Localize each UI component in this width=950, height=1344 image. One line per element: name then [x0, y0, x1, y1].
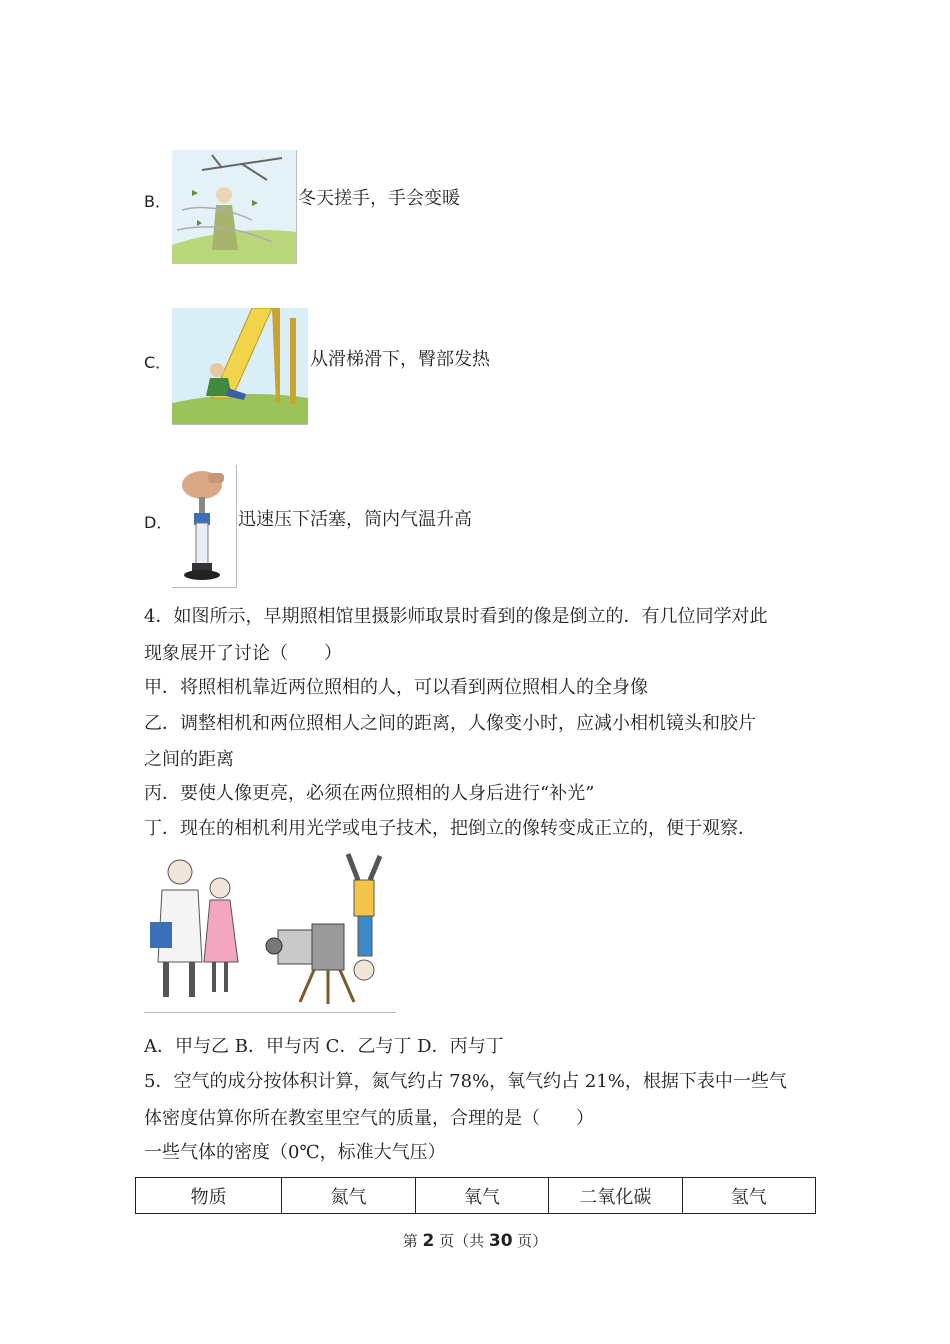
table-header-cell: 氢气	[682, 1178, 815, 1214]
child-on-slide-illustration	[172, 308, 308, 425]
person-in-wind-illustration	[172, 150, 297, 264]
footer-suffix: 页）	[512, 1232, 548, 1250]
q4-item-yi-cont: 之间的距离	[144, 749, 234, 770]
footer-prefix: 第	[402, 1232, 423, 1250]
gas-density-table	[135, 1177, 816, 1214]
option-c-letter: C．	[144, 353, 172, 372]
table-header-cell: 氮气	[282, 1178, 415, 1214]
q4-choices: A．甲与乙 B．甲与丙 C．乙与丁 D．丙与丁	[144, 1036, 504, 1057]
air-pump-piston-illustration	[172, 465, 237, 588]
table-header-row	[136, 1178, 816, 1214]
footer-middle: 页（共	[434, 1232, 489, 1250]
q4-item-yi: 乙．调整相机和两位照相人之间的距离，人像变小时，应减小相机镜头和胶片	[144, 713, 756, 734]
option-b-letter: B．	[144, 192, 171, 211]
table-header-cell: 物质	[136, 1178, 282, 1214]
page-footer	[0, 1230, 950, 1251]
table-header-cell: 氧气	[415, 1178, 548, 1214]
q4-item-jia: 甲．将照相机靠近两位照相的人，可以看到两位照相人的全身像	[144, 677, 648, 698]
camera-photographer-illustration	[144, 852, 396, 1013]
option-d-letter: D．	[144, 513, 173, 532]
q4-item-ding: 丁．现在的相机利用光学或电子技术，把倒立的像转变成正立的，便于观察．	[144, 818, 756, 839]
footer-total-pages: 30	[488, 1231, 513, 1251]
footer-page-number: 2	[422, 1231, 435, 1251]
option-b-text: 冬天搓手，手会变暖	[298, 188, 460, 209]
q5-stem-line2: 体密度估算你所在教室里空气的质量，合理的是（ ）	[144, 1108, 594, 1129]
table-header-cell: 二氧化碳	[549, 1178, 682, 1214]
q5-stem-line1: 5．空气的成分按体积计算，氮气约占 78%，氧气约占 21%，根据下表中一些气	[144, 1071, 787, 1092]
option-c-text: 从滑梯滑下，臀部发热	[310, 349, 490, 370]
q4-item-bing: 丙．要使人像更亮，必须在两位照相的人身后进行“补光”	[144, 783, 595, 804]
q4-stem-line2: 现象展开了讨论（ ）	[144, 643, 342, 664]
q5-table-caption: 一些气体的密度（0℃，标准大气压）	[144, 1142, 446, 1163]
q4-stem-line1: 4．如图所示，早期照相馆里摄影师取景时看到的像是倒立的．有几位同学对此	[144, 606, 768, 627]
option-d-text: 迅速压下活塞，筒内气温升高	[238, 509, 472, 530]
